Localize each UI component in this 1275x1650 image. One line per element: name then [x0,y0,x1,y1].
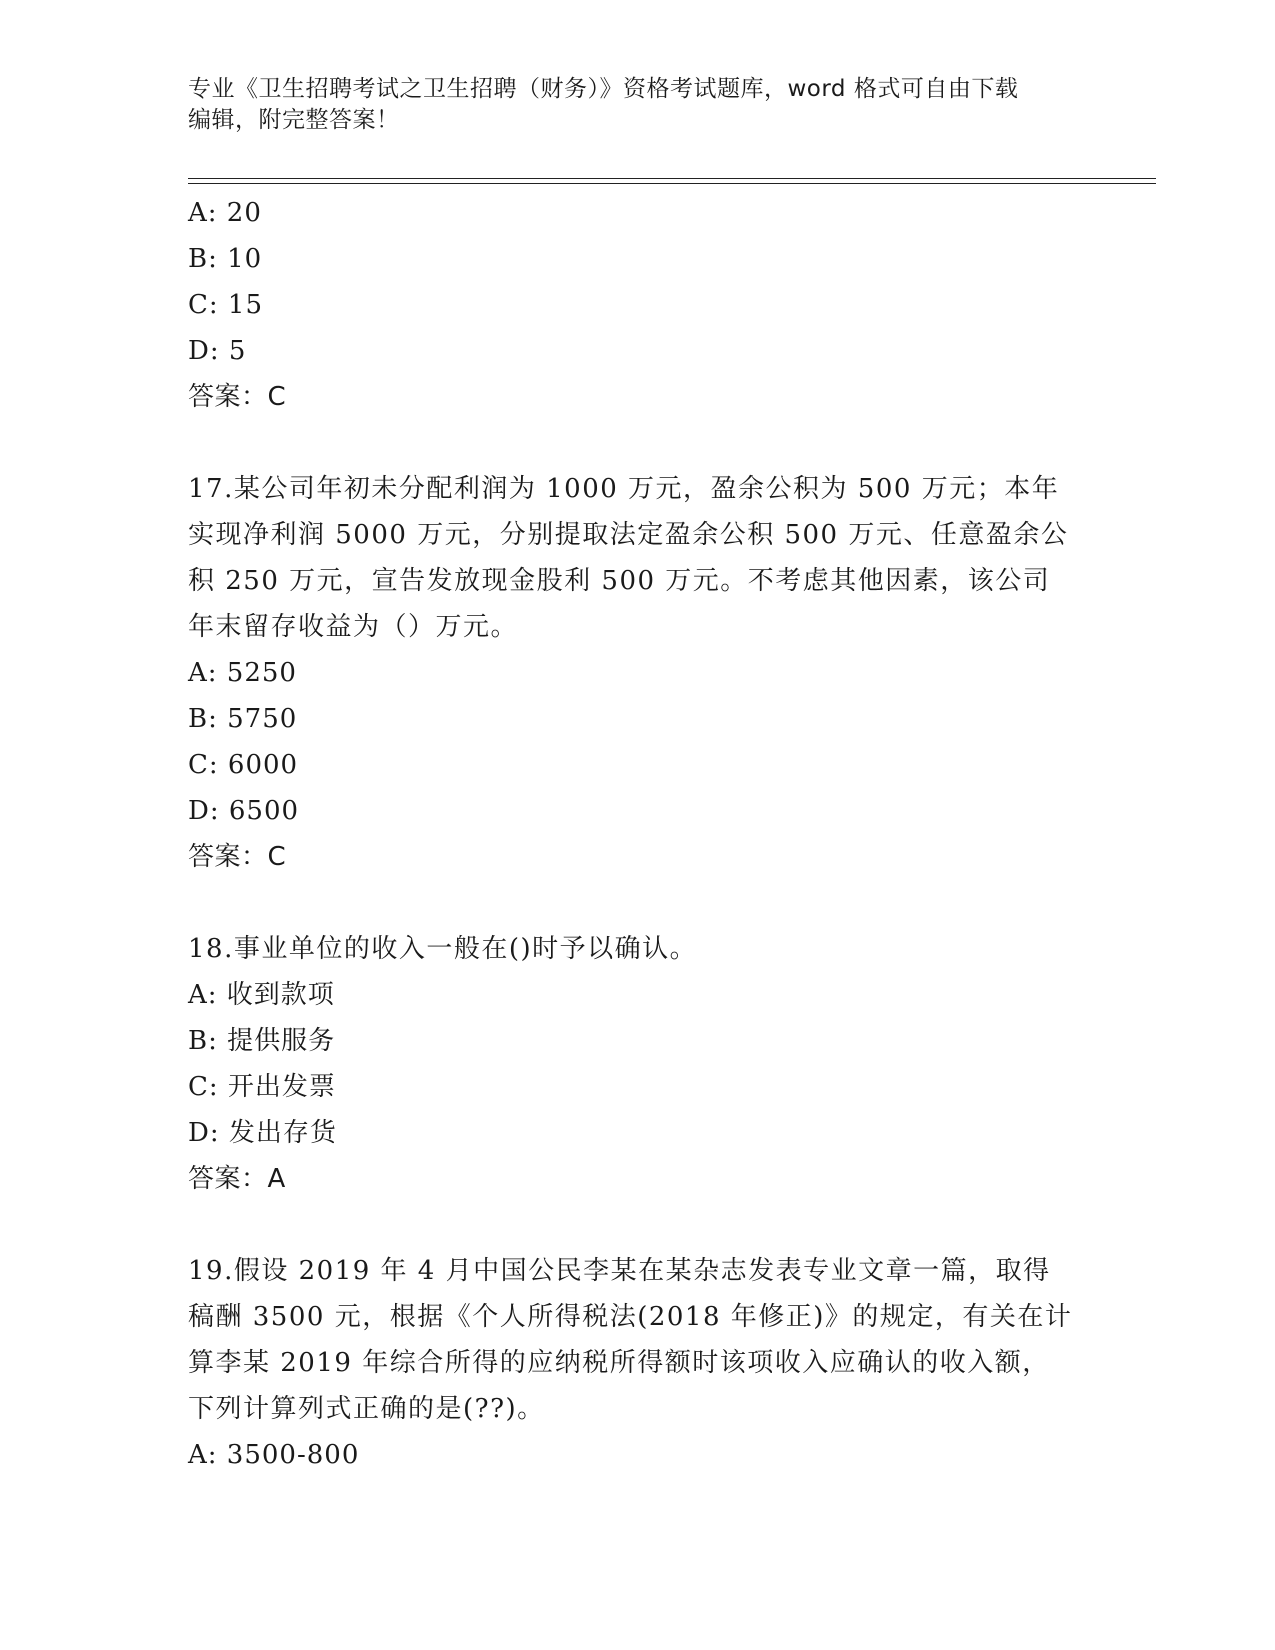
option-a: A: 收到款项 [188,980,335,1010]
question-19 [188,1248,1088,1478]
question-stem-line: 19.假设 2019 年 4 月中国公民李某在某杂志发表专业文章一篇，取得 [188,1256,1051,1286]
question-stem-line: 年末留存收益为（）万元。 [188,612,519,642]
answer: 答案：C [188,842,287,872]
document-header [188,74,1068,136]
option-a: A: 3500-800 [188,1440,360,1470]
option-b: B: 提供服务 [188,1026,336,1056]
option-d: D: 5 [188,336,247,366]
question-18 [188,926,1088,1202]
header-divider-top [188,178,1156,179]
question-stem-line: 积 250 万元，宣告发放现金股利 500 万元。不考虑其他因素，该公司 [188,566,1051,596]
option-c: C: 6000 [188,750,299,780]
question-stem-line: 17.某公司年初未分配利润为 1000 万元，盈余公积为 500 万元；本年 [188,474,1060,504]
header-line-2: 编辑，附完整答案！ [188,107,400,133]
spacer [188,880,1088,926]
question-stem-line: 18.事业单位的收入一般在()时予以确认。 [188,934,698,964]
spacer [188,420,1088,466]
question-list [188,190,1088,1478]
header-divider-bottom [188,183,1156,184]
option-a: A: 5250 [188,658,297,688]
option-d: D: 发出存货 [188,1118,337,1148]
option-b: B: 10 [188,244,263,274]
option-b: B: 5750 [188,704,298,734]
spacer [188,1202,1088,1248]
question-17 [188,466,1088,880]
question-stem-line: 算李某 2019 年综合所得的应纳税所得额时该项收入应确认的收入额， [188,1348,1050,1378]
option-a: A: 20 [188,198,262,228]
option-d: D: 6500 [188,796,300,826]
question-stem-line: 下列计算列式正确的是(??)。 [188,1394,545,1424]
question-16 [188,190,1088,420]
header-line-1: 专业《卫生招聘考试之卫生招聘（财务）》资格考试题库，word 格式可自由下载 [188,76,1019,102]
question-stem-line: 稿酬 3500 元，根据《个人所得税法(2018 年修正)》的规定，有关在计 [188,1302,1073,1332]
answer: 答案：C [188,382,287,412]
option-c: C: 15 [188,290,264,320]
option-c: C: 开出发票 [188,1072,336,1102]
question-stem-line: 实现净利润 5000 万元，分别提取法定盈余公积 500 万元、任意盈余公 [188,520,1069,550]
answer: 答案：A [188,1164,286,1194]
